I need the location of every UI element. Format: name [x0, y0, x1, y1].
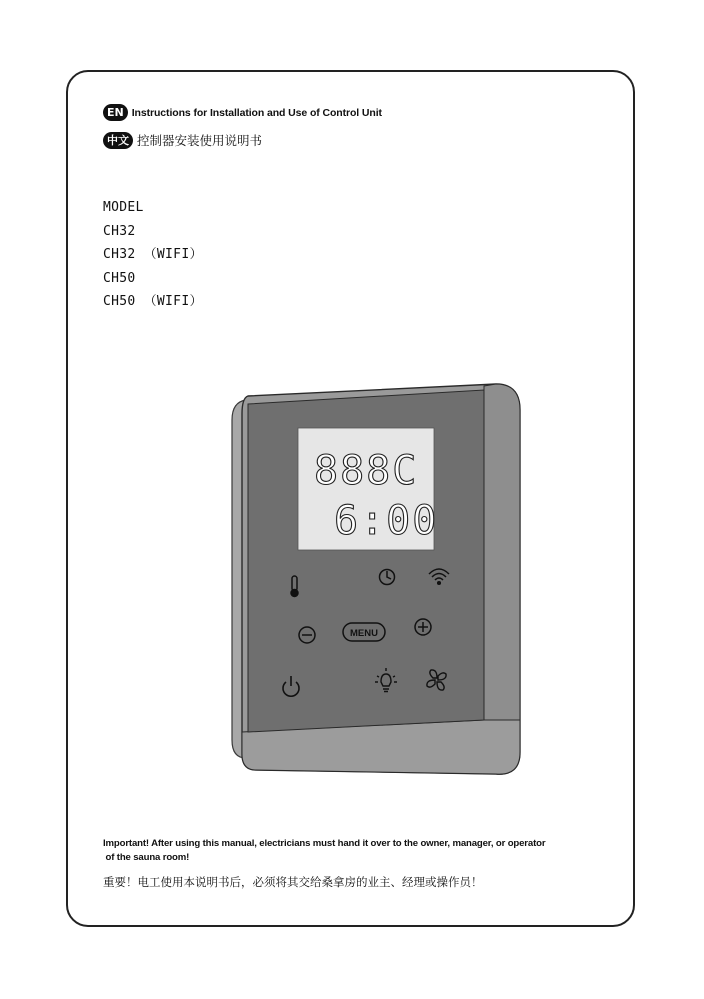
model-heading: MODEL — [103, 200, 144, 215]
important-note-line1: Important! After using this manual, electricians must hand it over to the owner, manager, or operator — [103, 838, 546, 849]
english-title-row — [103, 104, 382, 121]
english-title: Instructions for Installation and Use of Control Unit — [131, 106, 382, 119]
zh-badge: 中文 — [103, 132, 133, 149]
en-badge: EN — [103, 104, 128, 121]
model-item: CH50 — [103, 270, 136, 286]
important-note-line2: of the sauna room! — [103, 852, 190, 863]
model-item: CH32 （WIFI） — [103, 247, 203, 262]
important-note-english — [103, 837, 603, 865]
model-item: CH50 （WIFI） — [103, 294, 203, 309]
model-item: CH32 — [103, 223, 136, 239]
chinese-title-row — [103, 131, 262, 149]
lcd-temperature: 888C — [314, 448, 419, 494]
control-unit-illustration — [226, 380, 526, 780]
model-list — [103, 196, 203, 314]
important-note-chinese: 重要！电工使用本说明书后，必须将其交给桑拿房的业主、经理或操作员！ — [103, 875, 483, 889]
menu-label: MENU — [350, 628, 378, 639]
lcd-time: 6:00 — [334, 498, 439, 544]
chinese-title: 控制器安装使用说明书 — [137, 133, 263, 148]
